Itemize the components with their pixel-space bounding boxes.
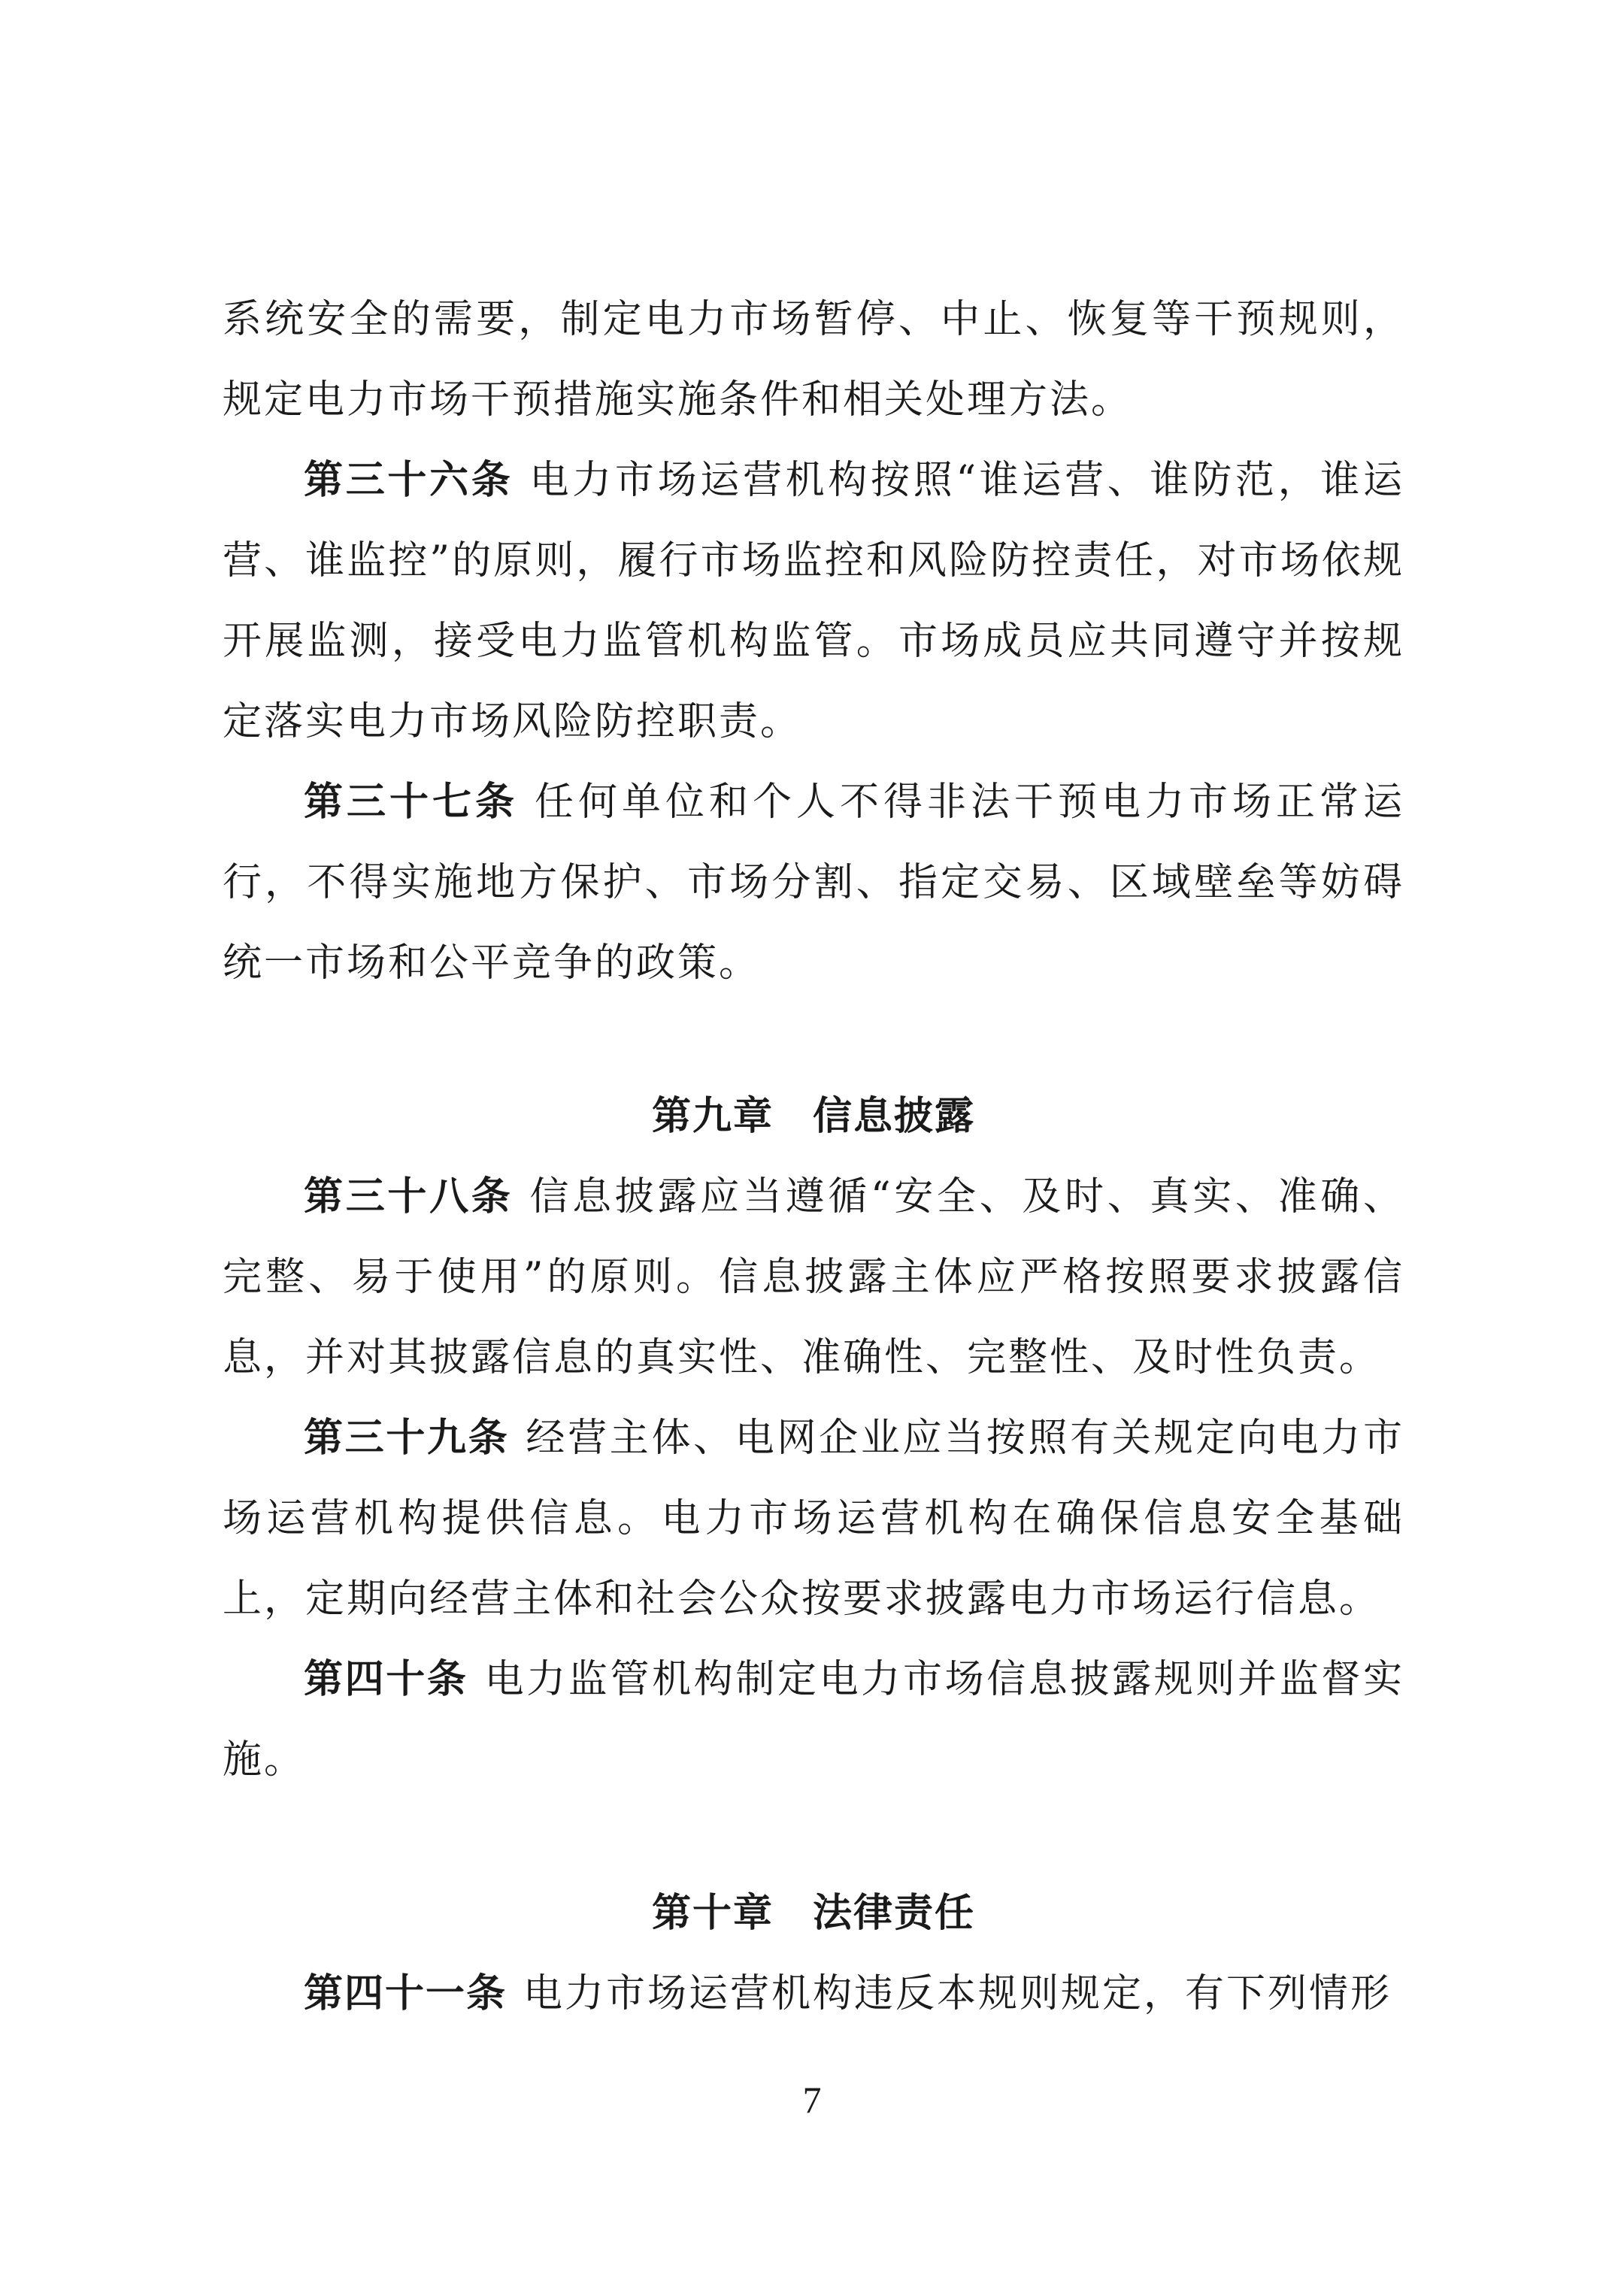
paragraph-continuation	[223, 280, 1404, 441]
chapter-heading-10	[223, 1873, 1404, 1954]
article-text: 信息披露应当遵循“安全、及时、真实、准确、完整、易于使用”的原则。信息披露主体应严格按照要求披露信息，并对其披露信息的真实性、准确性、完整性、及时性负责。	[223, 1174, 1404, 1380]
chapter-heading-9	[223, 1077, 1404, 1157]
article-text: 电力市场运营机构按照“谁运营、谁防范，谁运营、谁监控”的原则，履行市场监控和风险防控责任，对市场依规开展监测，接受电力监管机构监管。市场成员应共同遵守并按规定落实电力市场风险防控职责。	[223, 458, 1404, 744]
article-number: 第三十九条	[304, 1416, 510, 1461]
article-text: 电力监管机构制定电力市场信息披露规则并监督实施。	[223, 1657, 1404, 1783]
paragraph-text: 系统安全的需要，制定电力市场暂停、中止、恢复等干预规则，规定电力市场干预措施实施条件和相关处理方法。	[223, 297, 1404, 423]
chapter-title: 法律责任	[813, 1891, 976, 1936]
article-41	[223, 1954, 1404, 2034]
article-number: 第四十一条	[304, 1971, 508, 2016]
article-40	[223, 1640, 1404, 1801]
article-number: 第三十七条	[304, 780, 518, 825]
article-38	[223, 1157, 1404, 1398]
document-body	[223, 280, 1404, 2034]
article-number: 第四十条	[304, 1657, 468, 1702]
article-text: 经营主体、电网企业应当按照有关规定向电力市场运营机构提供信息。电力市场运营机构在确保信息安全基础上，定期向经营主体和社会公众按要求披露电力市场运行信息。	[223, 1416, 1404, 1622]
chapter-title: 信息披露	[813, 1094, 976, 1139]
article-number: 第三十六条	[304, 458, 514, 503]
article-text: 任何单位和个人不得非法干预电力市场正常运行，不得实施地方保护、市场分割、指定交易、区域壁垒等妨碍统一市场和公平竞争的政策。	[223, 780, 1404, 986]
chapter-number: 第十章	[651, 1891, 774, 1936]
page-number: 7	[802, 2079, 822, 2121]
article-39	[223, 1398, 1404, 1640]
article-37	[223, 762, 1404, 1004]
chapter-number: 第九章	[651, 1094, 774, 1139]
article-number: 第三十八条	[304, 1174, 514, 1219]
article-36	[223, 441, 1404, 762]
article-text: 电力市场运营机构违反本规则规定，有下列情形	[523, 1971, 1392, 2016]
